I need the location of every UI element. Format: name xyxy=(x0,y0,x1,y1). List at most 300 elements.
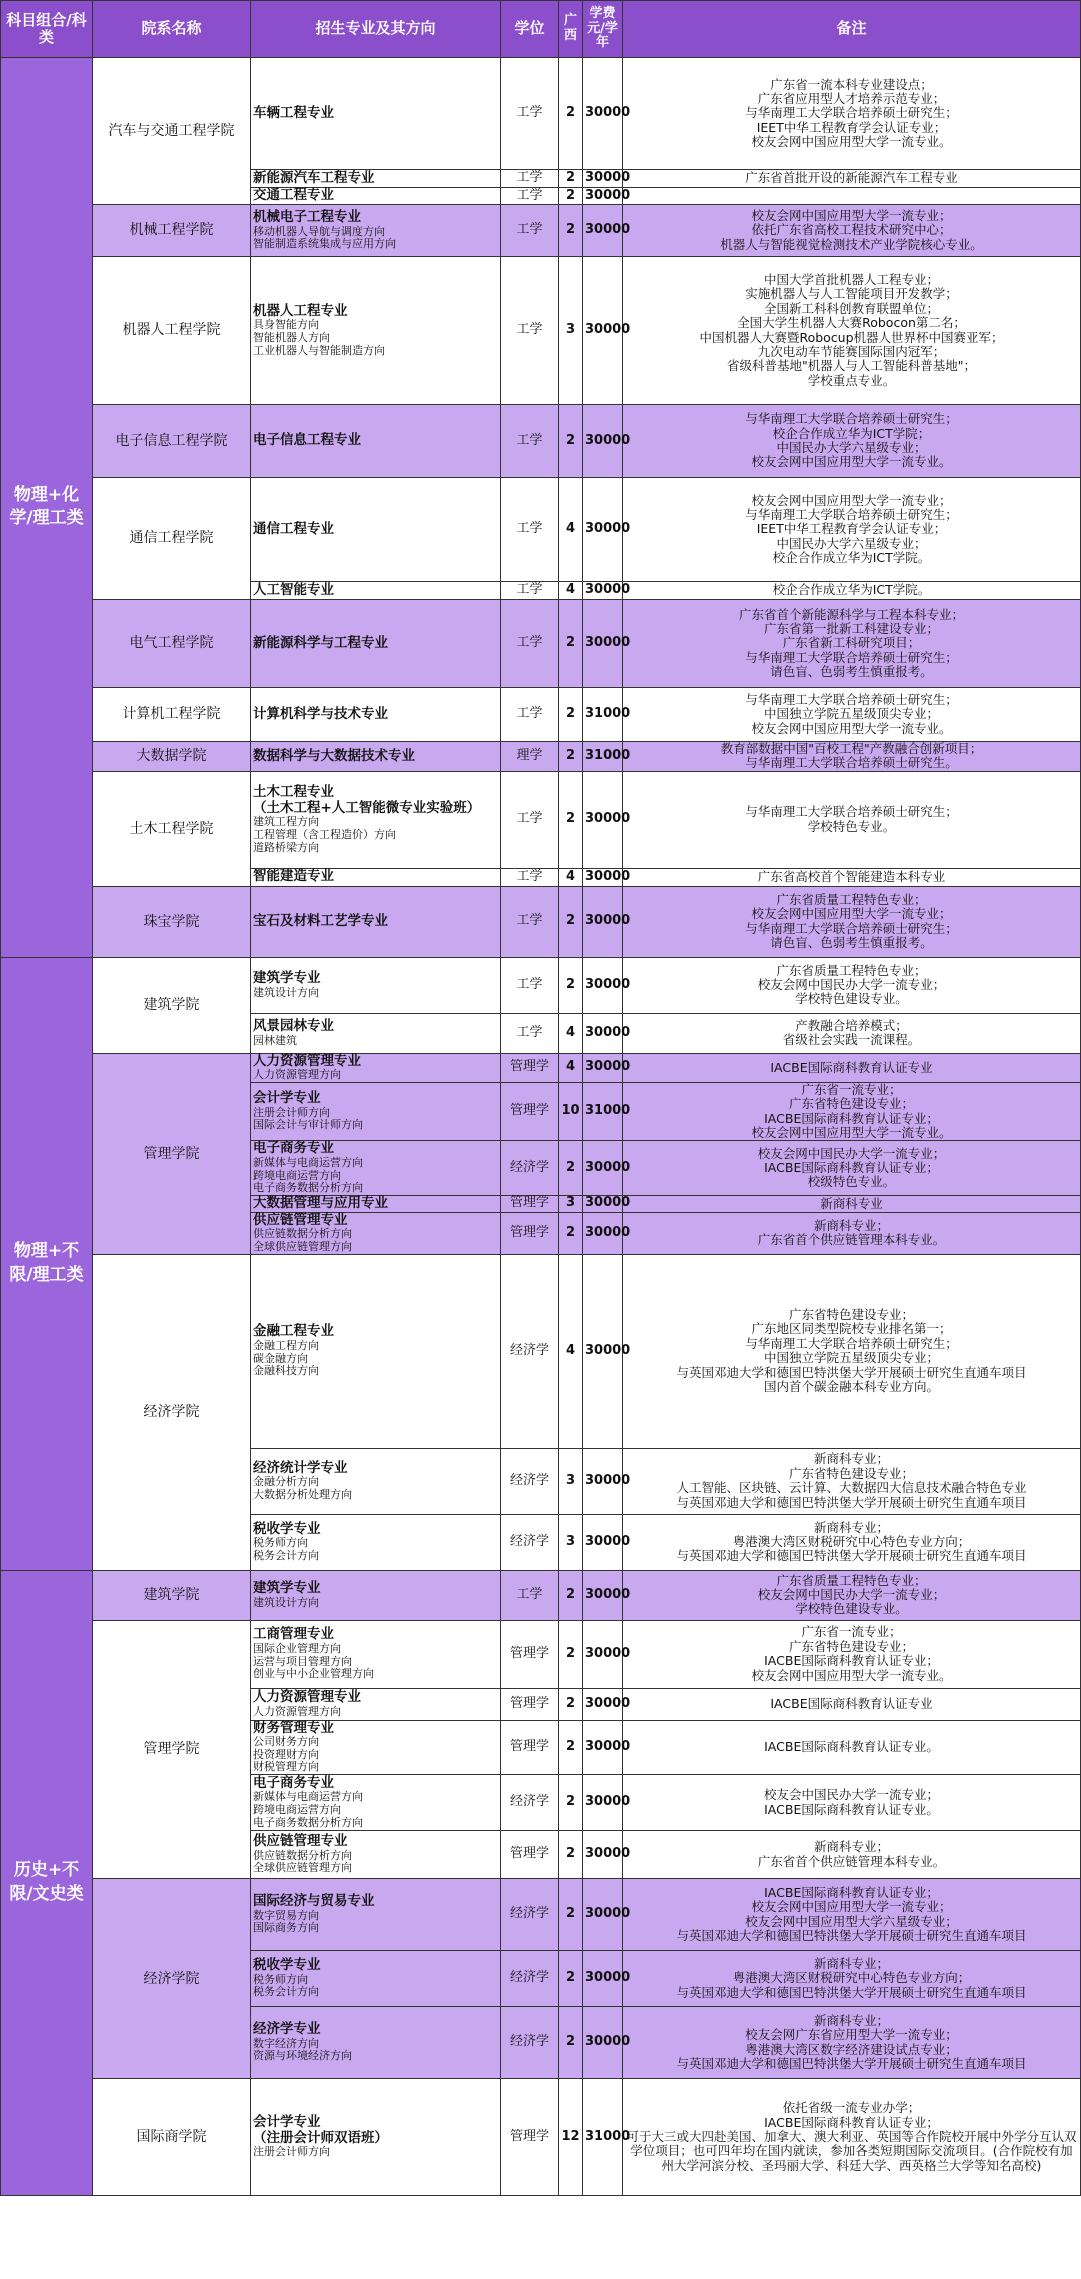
major-direction: 新媒体与电商运营方向 xyxy=(253,1790,363,1804)
note-line: 校企合作成立华为ICT学院。 xyxy=(772,582,931,598)
notes-cell xyxy=(623,771,1081,868)
note-line: 新商科专业； xyxy=(813,1451,889,1467)
dept-name-cell: 通信工程学院 xyxy=(93,478,251,600)
note-line: 省级科普基地"机器人与人工智能科普基地"； xyxy=(727,358,976,374)
major-cell xyxy=(251,1448,501,1514)
years-cell: 2 xyxy=(559,771,583,868)
major-cell xyxy=(251,742,501,772)
years-cell: 4 xyxy=(559,1053,583,1082)
major-name: 供应链管理专业 xyxy=(253,1211,348,1228)
fee-cell: 30000 xyxy=(583,1053,623,1082)
major-direction: 建筑设计方向 xyxy=(253,1595,319,1609)
note-line: 校友会网广东省应用型大学一流专业； xyxy=(745,2027,958,2043)
major-name: 通信工程专业 xyxy=(253,520,334,537)
notes-cell xyxy=(623,1620,1081,1688)
table-row xyxy=(1,771,1081,868)
fee-cell: 30000 xyxy=(583,868,623,886)
dept-name-cell: 珠宝学院 xyxy=(93,886,251,957)
degree-cell: 管理学 xyxy=(501,2079,559,2196)
fee-cell: 30000 xyxy=(583,582,623,600)
degree-cell: 经济学 xyxy=(501,1951,559,2007)
major-name: 会计学专业 xyxy=(253,1090,321,1107)
note-line: 校友会网中国民办大学一流专业； xyxy=(757,1145,946,1161)
dept-name-cell: 管理学院 xyxy=(93,1053,251,1254)
years-cell: 2 xyxy=(559,886,583,957)
note-line: 中国独立学院五星级顶尖专业； xyxy=(763,706,939,722)
dept-name-cell: 汽车与交通工程学院 xyxy=(93,58,251,205)
major-name: 税收学专业 xyxy=(253,1520,321,1537)
major-cell xyxy=(251,1951,501,2007)
degree-cell: 经济学 xyxy=(501,1448,559,1514)
dept-name-cell: 大数据学院 xyxy=(93,742,251,772)
major-cell xyxy=(251,1720,501,1774)
major-cell xyxy=(251,1688,501,1720)
notes-cell xyxy=(623,188,1081,205)
major-cell xyxy=(251,1195,501,1212)
note-line: 与华南理工大学联合培养硕士研究生； xyxy=(745,691,958,707)
notes-cell xyxy=(623,1831,1081,1879)
notes-cell xyxy=(623,1570,1081,1620)
notes-cell xyxy=(623,688,1081,742)
note-line: IACBE国际商科教育认证专业 xyxy=(770,1059,933,1075)
major-direction: 跨境电商运营方向 xyxy=(253,1168,341,1182)
note-line: 与英国邓迪大学和德国巴特洪堡大学开展硕士研究生直通车项目 xyxy=(676,1927,1027,1943)
notes-cell xyxy=(623,257,1081,405)
table-body xyxy=(1,58,1081,2196)
notes-cell xyxy=(623,1053,1081,1082)
degree-cell: 工学 xyxy=(501,957,559,1013)
note-line: 校友会网中国应用型大学一流专业； xyxy=(751,492,952,508)
major-direction: 道路桥梁方向 xyxy=(253,840,319,854)
major-direction: 供应链数据分析方向 xyxy=(253,1227,352,1241)
years-cell: 2 xyxy=(559,1688,583,1720)
note-line: 省级社会实践一流课程。 xyxy=(782,1032,921,1048)
notes-cell xyxy=(623,478,1081,582)
degree-cell: 经济学 xyxy=(501,1775,559,1831)
fee-cell: 30000 xyxy=(583,1720,623,1774)
fee-cell: 30000 xyxy=(583,1688,623,1720)
header-subject: 科目组合/科类 xyxy=(1,1,93,58)
fee-cell: 30000 xyxy=(583,1514,623,1570)
major-name: 供应链管理专业 xyxy=(253,1833,348,1850)
note-line: 新商科专业； xyxy=(813,1217,889,1233)
major-cell xyxy=(251,582,501,600)
note-line: 校企合作成立华为ICT学院； xyxy=(772,425,931,441)
notes-cell xyxy=(623,1212,1081,1254)
note-line: 新商科专业； xyxy=(813,1839,889,1855)
years-cell: 10 xyxy=(559,1082,583,1141)
note-line: 中国民办大学六星级专业； xyxy=(776,440,927,455)
note-line: 国内首个碳金融本科专业方向。 xyxy=(763,1378,939,1394)
fee-cell: 30000 xyxy=(583,1775,623,1831)
major-name: 人工智能专业 xyxy=(253,581,334,598)
major-direction: 碳金融方向 xyxy=(253,1351,308,1365)
header-degree: 学位 xyxy=(501,1,559,58)
degree-cell: 管理学 xyxy=(501,1082,559,1141)
fee-cell: 31000 xyxy=(583,2079,623,2196)
degree-cell: 管理学 xyxy=(501,1620,559,1688)
years-cell: 2 xyxy=(559,1775,583,1831)
major-cell xyxy=(251,688,501,742)
fee-cell: 30000 xyxy=(583,957,623,1013)
note-line: 中国民办大学六星级专业； xyxy=(776,535,927,551)
note-line: 校企合作成立华为ICT学院。 xyxy=(772,550,931,566)
note-line: 新商科专业 xyxy=(820,1195,883,1211)
dept-name-cell: 建筑学院 xyxy=(93,957,251,1053)
major-cell xyxy=(251,957,501,1013)
dept-name-cell: 计算机工程学院 xyxy=(93,688,251,742)
major-direction: 工程管理（含工程造价）方向 xyxy=(253,827,396,841)
years-cell: 2 xyxy=(559,2007,583,2079)
note-line: 粤港澳大湾区财税研究中心特色专业方向； xyxy=(732,1970,971,1986)
table-row xyxy=(1,1620,1081,1688)
note-line: 校友会网中国应用型大学一流专业； xyxy=(751,207,952,223)
fee-cell: 30000 xyxy=(583,170,623,188)
note-line: 全国大学生机器人大赛Robocon第二名； xyxy=(737,315,966,331)
note-line: 校友会网中国应用型大学一流专业。 xyxy=(751,454,952,470)
degree-cell: 工学 xyxy=(501,170,559,188)
major-direction: 全球供应链管理方向 xyxy=(253,1861,352,1875)
note-line: IEET中华工程教育学会认证专业； xyxy=(756,521,947,537)
notes-cell xyxy=(623,1195,1081,1212)
notes-cell xyxy=(623,886,1081,957)
note-line: 广东省新工科研究项目； xyxy=(782,635,921,651)
major-direction: 国际企业管理方向 xyxy=(253,1641,341,1655)
major-direction: 资源与环境经济方向 xyxy=(253,2049,352,2063)
dept-name-cell: 电子信息工程学院 xyxy=(93,405,251,478)
major-name: 风景园林专业 xyxy=(253,1018,334,1035)
degree-cell: 经济学 xyxy=(501,1254,559,1448)
note-line: 与英国邓迪大学和德国巴特洪堡大学开展硕士研究生直通车项目 xyxy=(676,1548,1027,1564)
note-line: 广东省首个供应链管理本科专业。 xyxy=(757,1232,946,1248)
fee-cell: 30000 xyxy=(583,1570,623,1620)
major-name: 土木工程专业 xyxy=(253,784,334,801)
major-cell xyxy=(251,1082,501,1141)
fee-cell: 30000 xyxy=(583,478,623,582)
major-name: 智能建造专业 xyxy=(253,868,334,885)
notes-cell xyxy=(623,205,1081,257)
notes-cell xyxy=(623,1013,1081,1053)
note-line: 学校重点专业。 xyxy=(807,372,896,388)
degree-cell: 工学 xyxy=(501,600,559,688)
fee-cell: 30000 xyxy=(583,58,623,170)
major-direction: 智能制造系统集成与应用方向 xyxy=(253,237,396,251)
dept-name-cell: 建筑学院 xyxy=(93,1570,251,1620)
major-name: 电子信息工程专业 xyxy=(253,432,361,449)
header-major: 招生专业及其方向 xyxy=(251,1,501,58)
years-cell: 4 xyxy=(559,582,583,600)
major-direction: 园林建筑 xyxy=(253,1033,297,1047)
major-cell xyxy=(251,1212,501,1254)
major-cell xyxy=(251,868,501,886)
major-cell xyxy=(251,771,501,868)
major-direction: 税务会计方向 xyxy=(253,1548,319,1562)
major-direction: 国际商务方向 xyxy=(253,1921,319,1935)
major-cell xyxy=(251,1775,501,1831)
fee-cell: 30000 xyxy=(583,1831,623,1879)
years-cell: 4 xyxy=(559,1013,583,1053)
note-line: IEET中华工程教育学会认证专业； xyxy=(756,119,947,135)
notes-cell xyxy=(623,2007,1081,2079)
years-cell: 4 xyxy=(559,478,583,582)
years-cell: 3 xyxy=(559,257,583,405)
note-line: 广东省特色建设专业； xyxy=(788,1638,914,1654)
degree-cell: 经济学 xyxy=(501,2007,559,2079)
note-line: 实施机器人与人工智能项目开发教学； xyxy=(745,286,958,302)
major-name: 会计学专业 xyxy=(253,2114,321,2131)
note-line: IACBE国际商科教育认证专业； xyxy=(764,1653,939,1669)
degree-cell: 工学 xyxy=(501,257,559,405)
degree-cell: 工学 xyxy=(501,1570,559,1620)
major-cell xyxy=(251,188,501,205)
years-cell: 2 xyxy=(559,205,583,257)
note-line: 广东省质量工程特色专业； xyxy=(776,1572,927,1588)
note-line: 与华南理工大学联合培养硕士研究生； xyxy=(745,506,958,522)
table-row xyxy=(1,886,1081,957)
years-cell: 2 xyxy=(559,58,583,170)
fee-cell: 30000 xyxy=(583,771,623,868)
fee-cell: 30000 xyxy=(583,1254,623,1448)
major-cell xyxy=(251,1831,501,1879)
dept-name-cell: 国际商学院 xyxy=(93,2079,251,2196)
notes-cell xyxy=(623,2079,1081,2196)
major-name: 工商管理专业 xyxy=(253,1626,334,1643)
table-row xyxy=(1,257,1081,405)
major-name: 数据科学与大数据技术专业 xyxy=(253,747,415,764)
degree-cell: 经济学 xyxy=(501,1879,559,1951)
note-line: IACBE国际商科教育认证专业； xyxy=(764,1884,939,1900)
major-cell xyxy=(251,1013,501,1053)
fee-cell: 30000 xyxy=(583,1013,623,1053)
subject-group-cell: 物理+不限/理工类 xyxy=(1,957,93,1570)
note-line: IACBE国际商科教育认证专业； xyxy=(764,1110,939,1126)
fee-cell: 31000 xyxy=(583,688,623,742)
major-cell xyxy=(251,405,501,478)
major-name: 新能源科学与工程专业 xyxy=(253,634,388,651)
note-line: 新商科专业； xyxy=(813,1956,889,1972)
note-line: 与华南理工大学联合培养硕士研究生； xyxy=(745,804,958,820)
note-line: 校友会网中国应用型大学一流专业。 xyxy=(751,1667,952,1683)
notes-cell xyxy=(623,582,1081,600)
note-line: 粤港澳大湾区数字经济建设试点专业； xyxy=(745,2041,958,2057)
note-line: 校友会网中国应用型大学一流专业； xyxy=(751,1899,952,1915)
years-cell: 2 xyxy=(559,170,583,188)
fee-cell: 30000 xyxy=(583,1620,623,1688)
major-direction: 数字经济方向 xyxy=(253,2036,319,2050)
major-direction: 建筑工程方向 xyxy=(253,815,319,829)
note-line: 与华南理工大学联合培养硕士研究生； xyxy=(745,105,958,121)
dept-name-cell: 土木工程学院 xyxy=(93,771,251,886)
degree-cell: 管理学 xyxy=(501,1053,559,1082)
degree-cell: 管理学 xyxy=(501,1831,559,1879)
fee-cell: 30000 xyxy=(583,886,623,957)
major-name: 财务管理专业 xyxy=(253,1719,334,1736)
degree-cell: 工学 xyxy=(501,478,559,582)
major-name-sub: （土木工程+人工智能微专业实验班） xyxy=(253,799,481,816)
header-years: 广西 xyxy=(559,1,583,58)
note-line: 广东省一流本科专业建设点； xyxy=(770,76,933,92)
major-cell xyxy=(251,478,501,582)
note-line: 与英国邓迪大学和德国巴特洪堡大学开展硕士研究生直通车项目 xyxy=(676,1364,1027,1380)
note-line: 与华南理工大学联合培养硕士研究生； xyxy=(745,411,958,427)
major-direction: 金融分析方向 xyxy=(253,1475,319,1489)
notes-cell xyxy=(623,58,1081,170)
note-line: 广东省特色建设专业； xyxy=(788,1307,914,1323)
table-row xyxy=(1,1879,1081,1951)
major-name-sub: （注册会计师双语班） xyxy=(253,2129,388,2146)
years-cell: 4 xyxy=(559,1254,583,1448)
major-direction: 人力资源管理方向 xyxy=(253,1068,341,1082)
table-row xyxy=(1,957,1081,1013)
note-line: 中国大学首批机器人工程专业； xyxy=(763,272,939,287)
major-direction: 运营与项目管理方向 xyxy=(253,1654,352,1668)
subject-group-cell: 历史+不限/文史类 xyxy=(1,1570,93,2195)
major-cell xyxy=(251,886,501,957)
major-direction: 金融工程方向 xyxy=(253,1338,319,1352)
degree-cell: 工学 xyxy=(501,1013,559,1053)
major-direction: 大数据分析处理方向 xyxy=(253,1487,352,1501)
note-line: 校友会网中国应用型大学一流专业； xyxy=(751,906,952,922)
table-row xyxy=(1,600,1081,688)
major-cell xyxy=(251,257,501,405)
fee-cell: 30000 xyxy=(583,188,623,205)
fee-cell: 30000 xyxy=(583,257,623,405)
notes-cell xyxy=(623,1775,1081,1831)
major-name: 建筑学专业 xyxy=(253,970,321,987)
major-direction: 全球供应链管理方向 xyxy=(253,1240,352,1253)
major-direction: 建筑设计方向 xyxy=(253,985,319,999)
note-line: 与英国邓迪大学和德国巴特洪堡大学开展硕士研究生直通车项目 xyxy=(676,2055,1027,2071)
notes-cell xyxy=(623,1448,1081,1514)
note-line: 广东省应用型人才培养示范专业； xyxy=(757,90,946,106)
notes-cell xyxy=(623,170,1081,188)
note-line: 广东省高校首个智能建造本科专业 xyxy=(757,869,946,885)
note-line: 广东省质量工程特色专业； xyxy=(776,892,927,907)
table-row xyxy=(1,742,1081,772)
note-line: 广东省第一批新工科建设专业； xyxy=(763,620,939,636)
degree-cell: 工学 xyxy=(501,688,559,742)
major-name: 交通工程专业 xyxy=(253,187,334,204)
table-row xyxy=(1,58,1081,170)
major-direction: 税务师方向 xyxy=(253,1536,308,1550)
note-line: 中国独立学院五星级顶尖专业； xyxy=(763,1350,939,1366)
table-row xyxy=(1,205,1081,257)
major-direction: 税务师方向 xyxy=(253,1972,308,1986)
notes-cell xyxy=(623,957,1081,1013)
degree-cell: 管理学 xyxy=(501,1720,559,1774)
note-line: 广东省特色建设专业； xyxy=(788,1096,914,1112)
degree-cell: 工学 xyxy=(501,58,559,170)
major-cell xyxy=(251,1879,501,1951)
years-cell: 2 xyxy=(559,1879,583,1951)
subject-group-cell: 物理+化学/理工类 xyxy=(1,58,93,958)
table-row xyxy=(1,1570,1081,1620)
years-cell: 2 xyxy=(559,1212,583,1254)
degree-cell: 管理学 xyxy=(501,1195,559,1212)
note-line: IACBE国际商科教育认证专业 xyxy=(770,1695,933,1711)
years-cell: 2 xyxy=(559,188,583,205)
notes-cell xyxy=(623,742,1081,772)
note-line: IACBE国际商科教育认证专业。 xyxy=(764,1739,939,1755)
major-name: 计算机科学与技术专业 xyxy=(253,705,388,722)
notes-cell xyxy=(623,1082,1081,1141)
note-line: IACBE国际商科教育认证专业； xyxy=(764,1159,939,1175)
notes-cell xyxy=(623,1254,1081,1448)
major-name: 人力资源管理专业 xyxy=(253,1689,361,1706)
degree-cell: 理学 xyxy=(501,742,559,772)
note-line: 机器人与智能视觉检测技术产业学院核心专业。 xyxy=(720,236,983,252)
note-line: 校友会网中国应用型大学一流专业。 xyxy=(751,134,952,150)
major-name: 国际经济与贸易专业 xyxy=(253,1893,375,1910)
note-line: 依托省级一流专业办学； xyxy=(782,2100,921,2116)
major-name: 新能源汽车工程专业 xyxy=(253,169,375,186)
major-cell xyxy=(251,1141,501,1195)
major-direction: 人力资源管理方向 xyxy=(253,1704,341,1718)
major-direction: 创业与中小企业管理方向 xyxy=(253,1667,374,1681)
note-line: 校级特色专业。 xyxy=(807,1174,896,1190)
major-direction: 跨境电商运营方向 xyxy=(253,1803,341,1817)
major-direction: 电子商务数据分析方向 xyxy=(253,1181,363,1195)
note-line: 广东省首批开设的新能源汽车工程专业 xyxy=(745,170,958,186)
note-line: 广东地区同类型院校专业排名第一； xyxy=(751,1321,952,1337)
notes-cell xyxy=(623,405,1081,478)
note-line: 广东省特色建设专业； xyxy=(788,1465,914,1481)
years-cell: 2 xyxy=(559,1951,583,2007)
years-cell: 2 xyxy=(559,1570,583,1620)
major-direction: 国际会计与审计师方向 xyxy=(253,1118,363,1132)
dept-name-cell: 经济学院 xyxy=(93,1254,251,1570)
header-dept: 院系名称 xyxy=(93,1,251,58)
degree-cell: 工学 xyxy=(501,188,559,205)
note-line: 全国新工科科创教育联盟单位； xyxy=(763,300,939,316)
note-line: 广东省质量工程特色专业； xyxy=(776,962,927,978)
major-direction: 注册会计师方向 xyxy=(253,1105,330,1119)
note-line: 校友会网中国民办大学一流专业； xyxy=(757,1586,946,1602)
degree-cell: 工学 xyxy=(501,886,559,957)
dept-name-cell: 电气工程学院 xyxy=(93,600,251,688)
header-notes: 备注 xyxy=(623,1,1081,58)
note-line: 广东省一流专业； xyxy=(801,1624,902,1640)
note-line: 请色盲、色弱考生慎重报考。 xyxy=(770,935,933,951)
major-direction: 具身智能方向 xyxy=(253,318,319,332)
degree-cell: 管理学 xyxy=(501,1212,559,1254)
note-line: 产教融合培养模式； xyxy=(795,1017,908,1033)
notes-cell xyxy=(623,1688,1081,1720)
note-line: 广东省首个供应链管理本科专业。 xyxy=(757,1853,946,1869)
note-line: 人工智能、区块链、云计算、大数据四大信息技术融合特色专业 xyxy=(676,1480,1027,1496)
table-row xyxy=(1,2079,1081,2196)
degree-cell: 工学 xyxy=(501,868,559,886)
major-cell xyxy=(251,170,501,188)
table-row xyxy=(1,1254,1081,1448)
fee-cell: 30000 xyxy=(583,1448,623,1514)
major-direction: 财税管理方向 xyxy=(253,1760,319,1774)
years-cell: 3 xyxy=(559,1448,583,1514)
degree-cell: 工学 xyxy=(501,405,559,478)
notes-cell xyxy=(623,600,1081,688)
major-cell xyxy=(251,58,501,170)
note-line: 校友会网中国应用型大学一流专业。 xyxy=(751,1125,952,1141)
fee-cell: 31000 xyxy=(583,742,623,772)
note-line: 学校特色建设专业。 xyxy=(795,1601,908,1617)
major-cell xyxy=(251,2007,501,2079)
note-line: 与华南理工大学联合培养硕士研究生； xyxy=(745,649,958,665)
major-cell xyxy=(251,600,501,688)
fee-cell: 30000 xyxy=(583,600,623,688)
major-direction: 电子商务数据分析方向 xyxy=(253,1815,363,1829)
fee-cell: 30000 xyxy=(583,1951,623,2007)
major-direction: 公司财务方向 xyxy=(253,1735,319,1749)
